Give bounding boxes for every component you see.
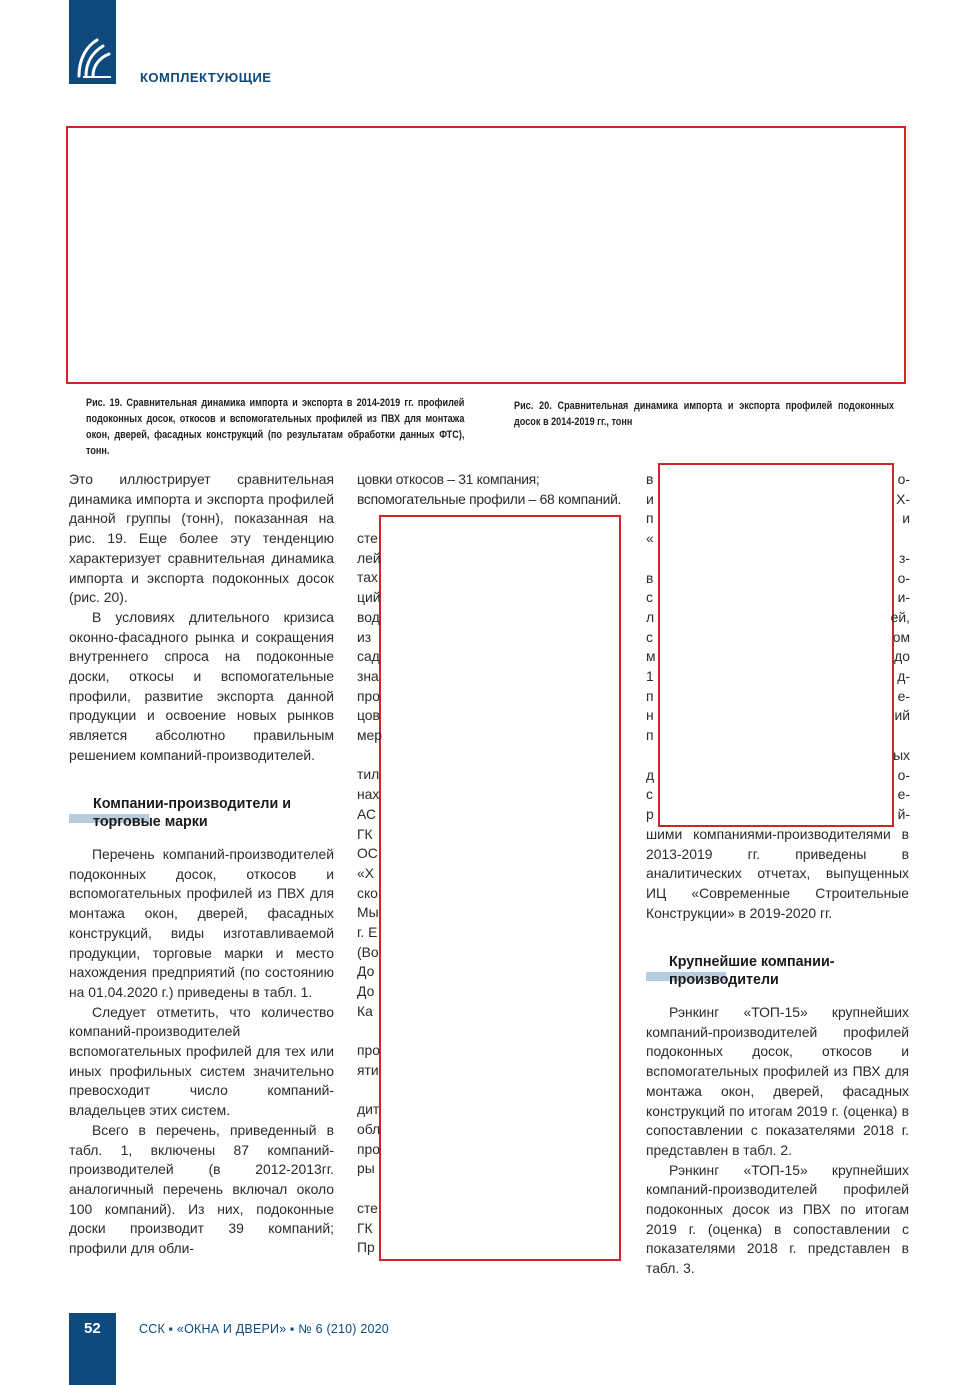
text-fragment: сте [357, 1199, 378, 1216]
text-fragment: сте [357, 530, 378, 546]
section-title: КОМПЛЕКТУЮЩИЕ [140, 70, 272, 85]
publication-info: ССК ▪ «ОКНА И ДВЕРИ» ▪ № 6 (210) 2020 [139, 1322, 389, 1336]
text-fragment: о- [897, 569, 910, 586]
text-fragment: «Х [357, 864, 374, 881]
text-fragment: р [646, 805, 654, 822]
text-fragment: до [894, 648, 910, 665]
paragraph: шими компаниями-производителями в 2013-2019 гг. приведены в аналитических отчетах, выпущенных ИЦ «Современные Строительные Конструкции» в 2019-2020 гг. [646, 826, 909, 921]
text-fragment: дит [357, 1101, 380, 1118]
paragraph: Всего в перечень, приведенный в табл. 1, включены 87 компаний-производителей (в 2012-2013гг. аналогичный перечень включал около 100 компаний). Из них, подоконные доски производит 39 компаний; профили для обли- [69, 1121, 334, 1257]
text-fragment: До [357, 963, 375, 980]
text-fragment: и [646, 490, 654, 507]
text-fragment: Пр [357, 1239, 375, 1256]
text-fragment: ий [894, 707, 910, 724]
text-fragment: д- [897, 668, 910, 684]
text-fragment: ОС [357, 845, 378, 862]
figure-19-caption: Рис. 19. Сравнительная динамика импорта и экспорта в 2014-2019 гг. профилей подоконных досок, откосов и вспомогательных профилей из ПВХ для монтажа окон, дверей, фасадных конструкций (по результатам обработки данных ФТС), тонн. [86, 397, 465, 457]
text-fragment: с [646, 589, 653, 606]
brand-logo-icon [73, 36, 113, 80]
text-fragment: про [357, 687, 380, 704]
text-fragment: д [646, 766, 655, 783]
text-fragment: из [357, 628, 372, 645]
page-number: 52 [84, 1320, 101, 1337]
text-fragment: тил [357, 766, 380, 783]
paragraph: В условиях длительного кризиса оконно-фасадного рынка и сокращения внутреннего спроса на подоконные доски, откосы и вспомогательные профили, развитие экспорта данной продукции и освоение новых рынков является абсолютно правильным решением компаний-производителей. [69, 608, 334, 763]
text-fragment: ом [892, 628, 910, 645]
text-fragment: ей, [890, 608, 910, 625]
text-fragment: Мы [357, 904, 379, 921]
text-fragment: обл [357, 1121, 381, 1137]
text-fragment: г. Е [357, 924, 378, 940]
figure-20-caption: Рис. 20. Сравнительная динамика импорта и экспорта профилей подоконных досок в 2014-2019 гг., тонн [514, 400, 895, 428]
text-fragment: сад [357, 648, 380, 665]
text-fragment: ГК [357, 1219, 373, 1236]
text-fragment: нах [357, 786, 380, 803]
text-fragment: вод [357, 608, 380, 625]
column-2-top [357, 470, 625, 509]
text-fragment: п [646, 510, 654, 527]
paragraph: Перечень компаний-производителей подоконных досок, откосов и вспомогательных профилей из ПВХ для монтажа окон, дверей, фасадных конструкций, виды изготавливаемой продукции, торговые марки и место нахождения предприятий (по состоянию на 01.04.2020 г.) приведены в табл. 1. [69, 846, 334, 1000]
paragraph: Это иллюстрирует сравнительная динамика импорта и экспорта профилей данной группы (тонн), показанная на рис. 19. Еще более эту тенденцию характеризует сравнительная динамика импорта и экспорта подоконных досок (рис. 20). [69, 471, 334, 606]
text-fragment: л [646, 608, 655, 625]
section-heading: Крупнейшие компании-производители [669, 954, 835, 988]
column-3-middle [646, 825, 909, 924]
text-fragment: мер [357, 727, 383, 743]
text-fragment: 1 [646, 668, 654, 684]
text-fragment: яти [357, 1061, 379, 1078]
text-fragment: До [357, 983, 375, 1000]
text-fragment: цов [357, 707, 380, 724]
paragraph: Следует отметить, что количество компаний-производителей вспомогательных профилей для тех или иных профильных систем значительно превосходит число компаний-владельцев этих систем. [69, 1003, 334, 1119]
paragraph: цовки откосов – 31 компания; вспомогательные профили – 68 компаний. [357, 471, 622, 507]
text-fragment: м [646, 648, 656, 665]
text-fragment: ско [357, 884, 378, 901]
column-1-bottom [69, 845, 334, 1259]
text-fragment: с [646, 786, 653, 803]
text-fragment: про [357, 1140, 380, 1157]
text-fragment: про [357, 1042, 380, 1059]
column-redaction-box [379, 515, 621, 1261]
text-fragment: в [646, 569, 654, 586]
text-fragment: (Во [357, 943, 379, 960]
text-fragment: н [646, 707, 654, 724]
figure-redaction-box [66, 126, 906, 384]
text-fragment: п [646, 687, 654, 704]
text-fragment: Ка [357, 1002, 373, 1019]
column-1-top [69, 470, 334, 766]
text-fragment: е- [897, 687, 910, 704]
text-fragment: и- [897, 589, 910, 606]
text-fragment: ых [893, 746, 910, 763]
paragraph: Рэнкинг «ТОП-15» крупнейших компаний-производителей профилей подоконных досок из ПВХ по итогам 2019 г. (оценка) в сопоставлении с показателями 2018 г. представлен в табл. 3. [646, 1161, 909, 1277]
text-fragment: в [646, 471, 654, 487]
text-fragment: с [646, 628, 653, 645]
text-fragment: лей [357, 549, 381, 566]
column-redaction-box [658, 463, 894, 827]
text-fragment: « [646, 530, 654, 547]
text-fragment: АС [357, 805, 376, 822]
column-3-bottom [646, 1003, 909, 1279]
paragraph: Рэнкинг «ТОП-15» крупнейших компаний-производителей профилей подоконных досок, откосов и вспомогательных профилей из ПВХ для монтажа окон, дверей, фасадных конструкций по итогам 2019 г. (оценка) в сопоставлении с показателями 2018 г. представлен в табл. 2. [646, 1004, 909, 1158]
text-fragment: з- [899, 549, 910, 566]
text-fragment: ций [357, 589, 381, 606]
text-fragment: е- [897, 786, 910, 803]
text-fragment: зна [357, 667, 379, 684]
text-fragment: ры [357, 1160, 375, 1177]
text-fragment: й- [897, 805, 910, 822]
text-fragment: Х- [896, 490, 910, 507]
text-fragment: ГК [357, 825, 373, 842]
text-fragment: о- [897, 471, 910, 487]
text-fragment: тах [357, 569, 378, 586]
text-fragment: п [646, 727, 654, 744]
text-fragment: и [902, 510, 910, 527]
section-heading: Компании-производители и торговые марки [93, 796, 291, 830]
text-fragment: о- [897, 766, 910, 783]
